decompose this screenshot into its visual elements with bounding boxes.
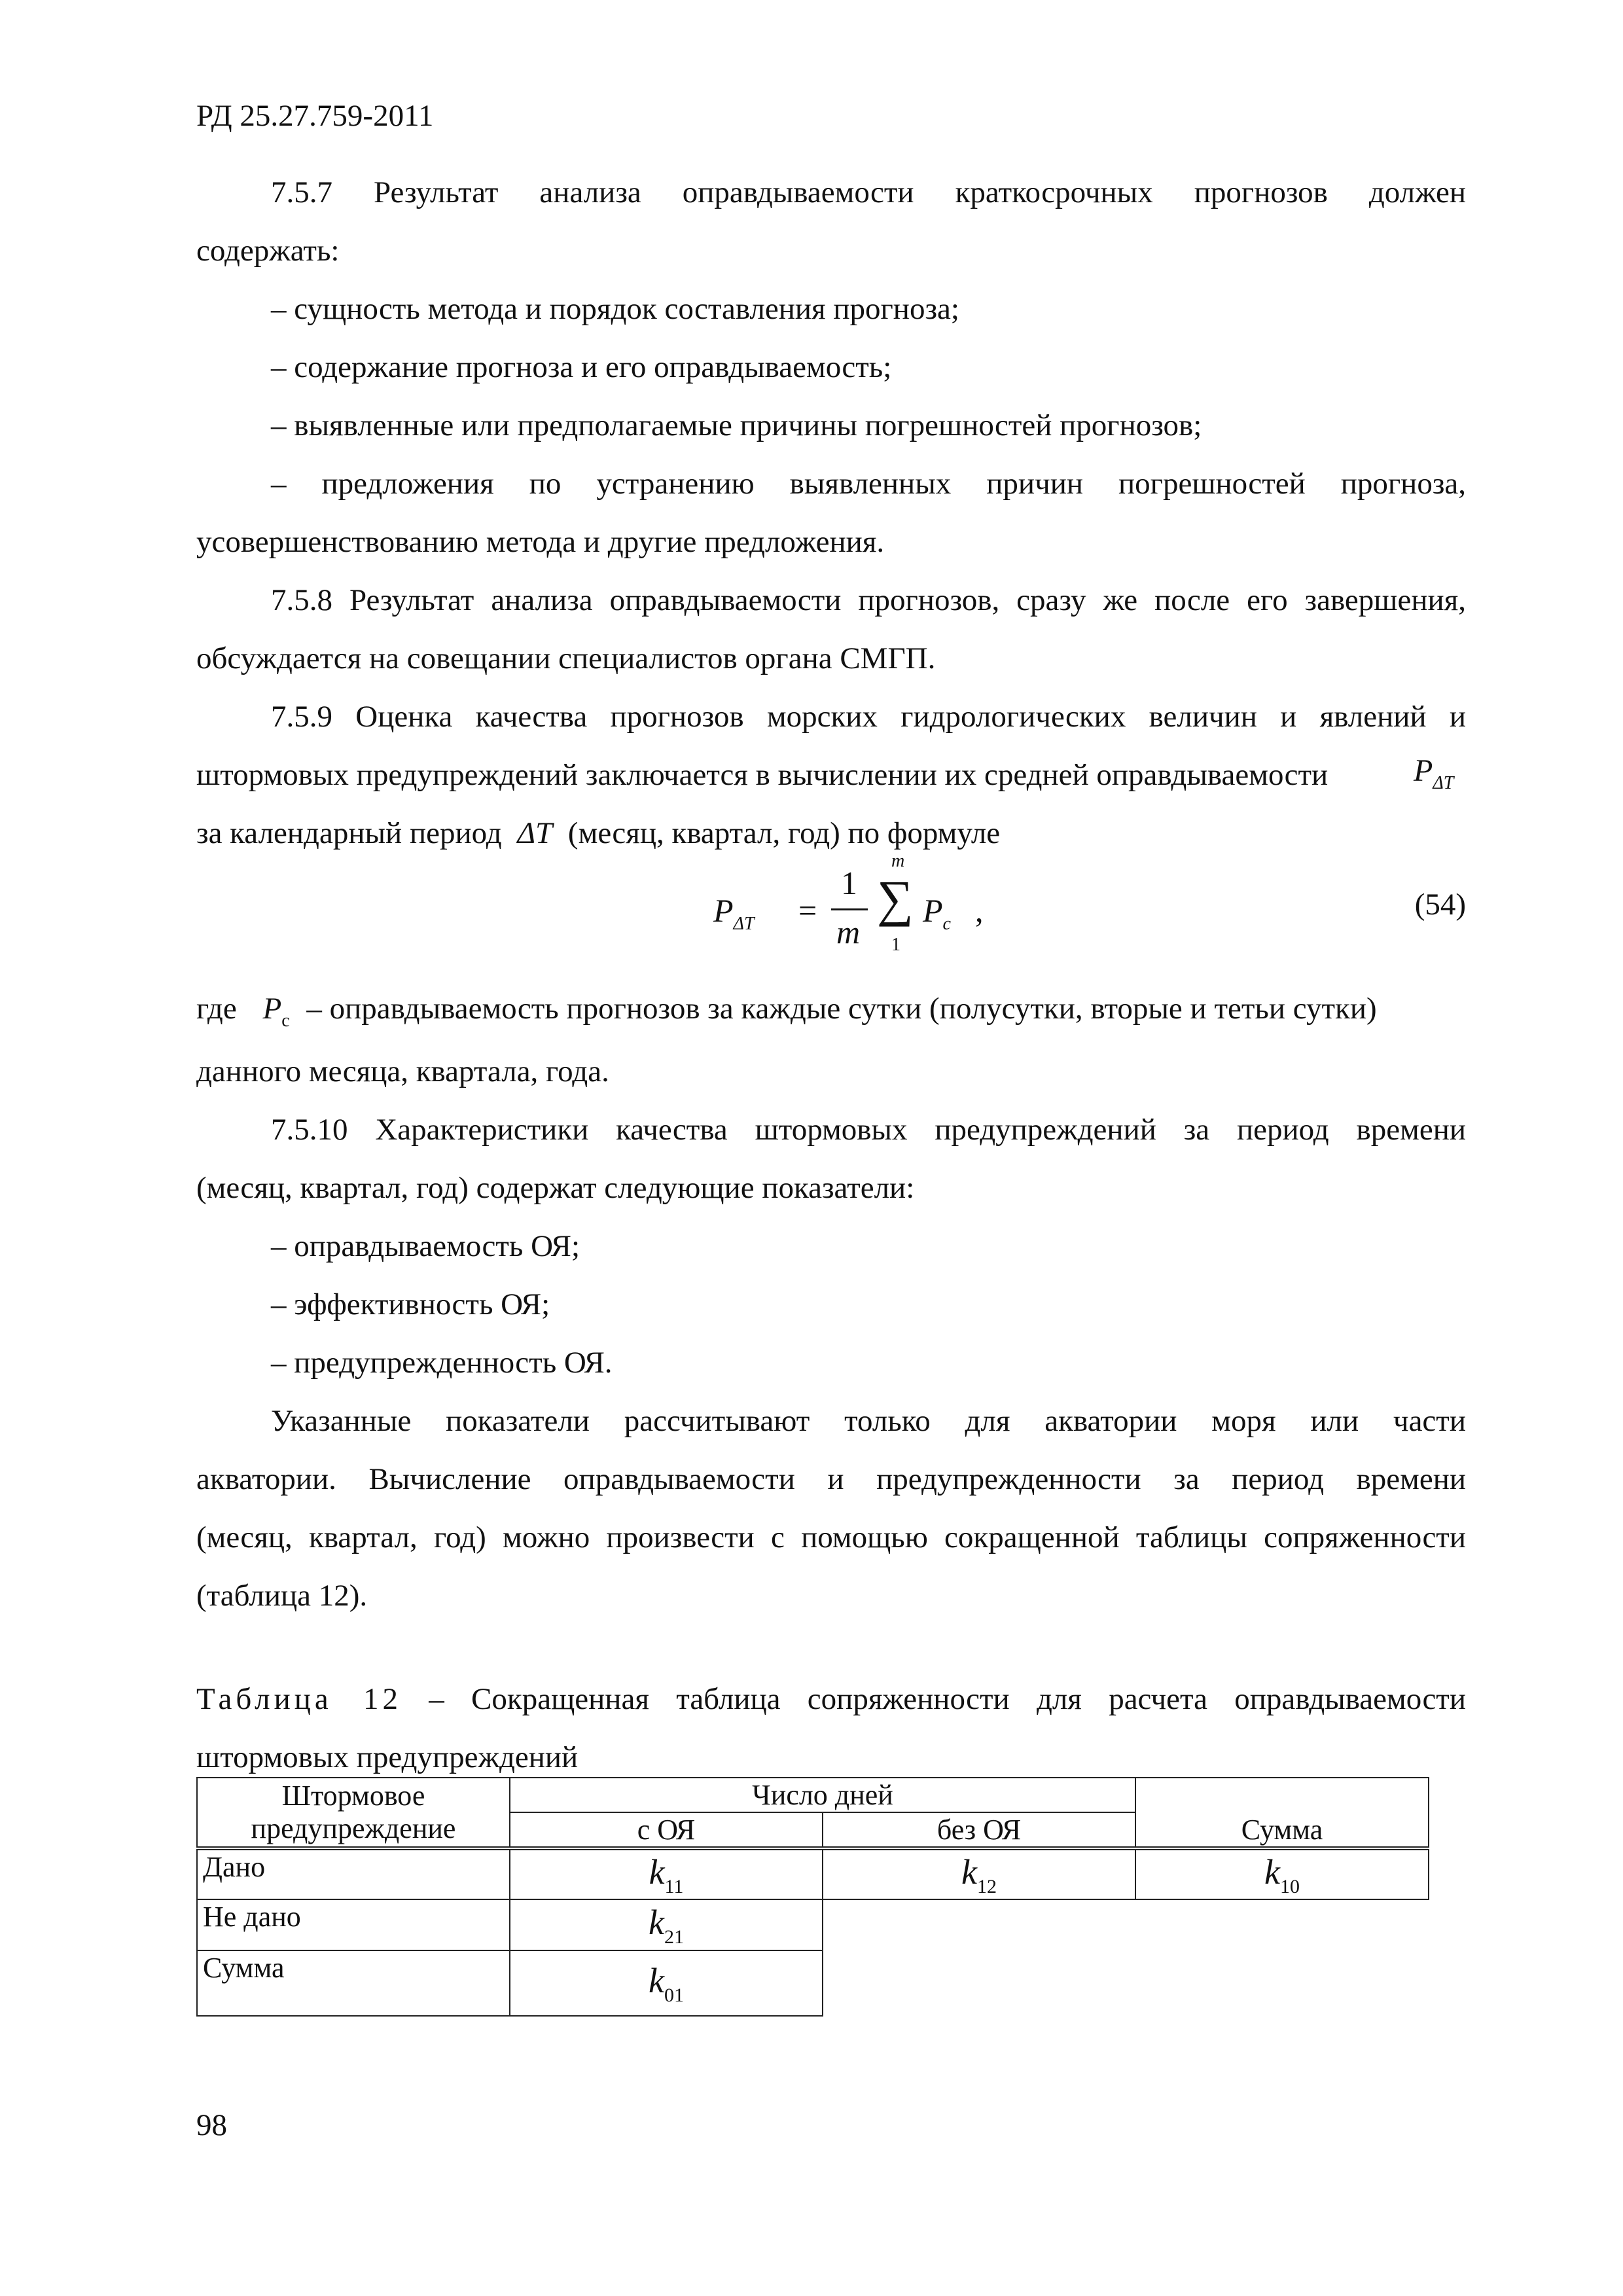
sec757-line1: 7.5.7 Результат анализа оправдываемости краткосрочных прогнозов должен — [271, 175, 1466, 209]
sec757-item1: – сущность метода и порядок составления прогноза; — [271, 292, 959, 326]
cell-k11: $k_{11}$ — [510, 1848, 823, 1899]
sum-lower-limit: 1 — [891, 935, 901, 955]
formula-comma: , — [975, 892, 984, 929]
sec757-item2: – содержание прогноза и его оправдываемость; — [271, 350, 892, 384]
sec7510-item1: – оправдываемость ОЯ; — [271, 1229, 580, 1263]
where-line1: где $P_c$ – оправдываемость прогнозов за каждые сутки (полусутки, вторые и тетьи сутки) — [196, 992, 1377, 1031]
sec759-line1: 7.5.9 Оценка качества прогнозов морских гидрологических величин и явлений и — [271, 700, 1466, 734]
sec757-item4a: – предложения по устранению выявленных причин погрешностей прогноза, — [271, 467, 1466, 501]
formula-number: (54) — [1414, 888, 1466, 922]
empty-cell — [823, 1950, 1429, 2016]
table-row — [197, 1899, 1429, 1950]
indicators-line4: (таблица 12). — [196, 1579, 368, 1613]
header-storm-warning: Штормовое предупреждение — [197, 1778, 510, 1848]
row-label: Не дано — [197, 1899, 510, 1950]
sec759-line2: штормовых предупреждений заключается в вычислении их средней оправдываемости — [196, 758, 1329, 792]
header-with-oya: с ОЯ — [510, 1812, 823, 1848]
sum-upper-limit: m — [891, 851, 905, 871]
table-caption-label: Таблица 12 — [196, 1682, 402, 1716]
formula-lhs: $P_{\Delta T}$ — [713, 892, 755, 934]
cell-k01: $k_{01}$ — [510, 1950, 823, 2016]
header-sum: Сумма — [1135, 1778, 1429, 1848]
table-caption-line1: Таблица 12 – Сокращенная таблица сопряженности для расчета оправдываемости — [196, 1682, 1466, 1716]
sec757-item4b: усовершенствованию метода и другие предложения. — [196, 525, 885, 559]
sec7510-item3: – предупрежденность ОЯ. — [271, 1346, 613, 1380]
formula-equals: = — [798, 892, 817, 929]
formula-term: $P_c$ — [923, 892, 951, 934]
row-label: Дано — [197, 1848, 510, 1899]
table-caption-line2: штормовых предупреждений — [196, 1740, 579, 1774]
sec757-line2: содержать: — [196, 234, 340, 268]
where-line2: данного месяца, квартала, года. — [196, 1054, 609, 1088]
inline-delta-t: ΔT — [517, 816, 553, 850]
inline-p-delta-t: $P_{\Delta T}$ — [1414, 753, 1454, 793]
indicators-line2: акватории. Вычисление оправдываемости и предупрежденности за период времени — [196, 1462, 1466, 1496]
document-id-header: РД 25.27.759-2011 — [196, 99, 434, 133]
fraction-bar — [831, 908, 868, 910]
formula-numerator: 1 — [841, 865, 857, 901]
table-row — [197, 1950, 1429, 2016]
page-number: 98 — [196, 2108, 227, 2142]
header-number-of-days: Число дней — [510, 1778, 1135, 1812]
indicators-line1: Указанные показатели рассчитывают только для акватории моря или части — [271, 1404, 1466, 1438]
formula-denominator: m — [836, 914, 861, 950]
cell-k21: $k_{21}$ — [510, 1899, 823, 1950]
sec759-line3: за календарный период ΔT (месяц, квартал, год) по формуле — [196, 816, 1001, 850]
table-row — [197, 1848, 1429, 1899]
row-label: Сумма — [197, 1950, 510, 2016]
sigma-symbol: ∑ — [877, 870, 914, 927]
sec758-line2: обсуждается на совещании специалистов органа СМГП. — [196, 641, 936, 675]
formula-54 — [700, 851, 1093, 969]
sec7510-line2: (месяц, квартал, год) содержат следующие показатели: — [196, 1171, 915, 1205]
indicators-line3: (месяц, квартал, год) можно произвести с помощью сокращенной таблицы сопряженности — [196, 1520, 1466, 1554]
cell-k12: $k_{12}$ — [823, 1848, 1135, 1899]
sec7510-line1: 7.5.10 Характеристики качества штормовых предупреждений за период времени — [271, 1113, 1466, 1147]
sec757-item3: – выявленные или предполагаемые причины погрешностей прогнозов; — [271, 408, 1202, 442]
sec758-line1: 7.5.8 Результат анализа оправдываемости прогнозов, сразу же после его завершения, — [271, 583, 1466, 617]
sec7510-item2: – эффективность ОЯ; — [271, 1287, 550, 1321]
empty-cell — [823, 1899, 1429, 1950]
cell-k10: $k_{10}$ — [1135, 1848, 1429, 1899]
inline-p-c: $P_c$ — [262, 992, 290, 1031]
header-without-oya: без ОЯ — [823, 1812, 1135, 1848]
contingency-table — [196, 1777, 1429, 2017]
